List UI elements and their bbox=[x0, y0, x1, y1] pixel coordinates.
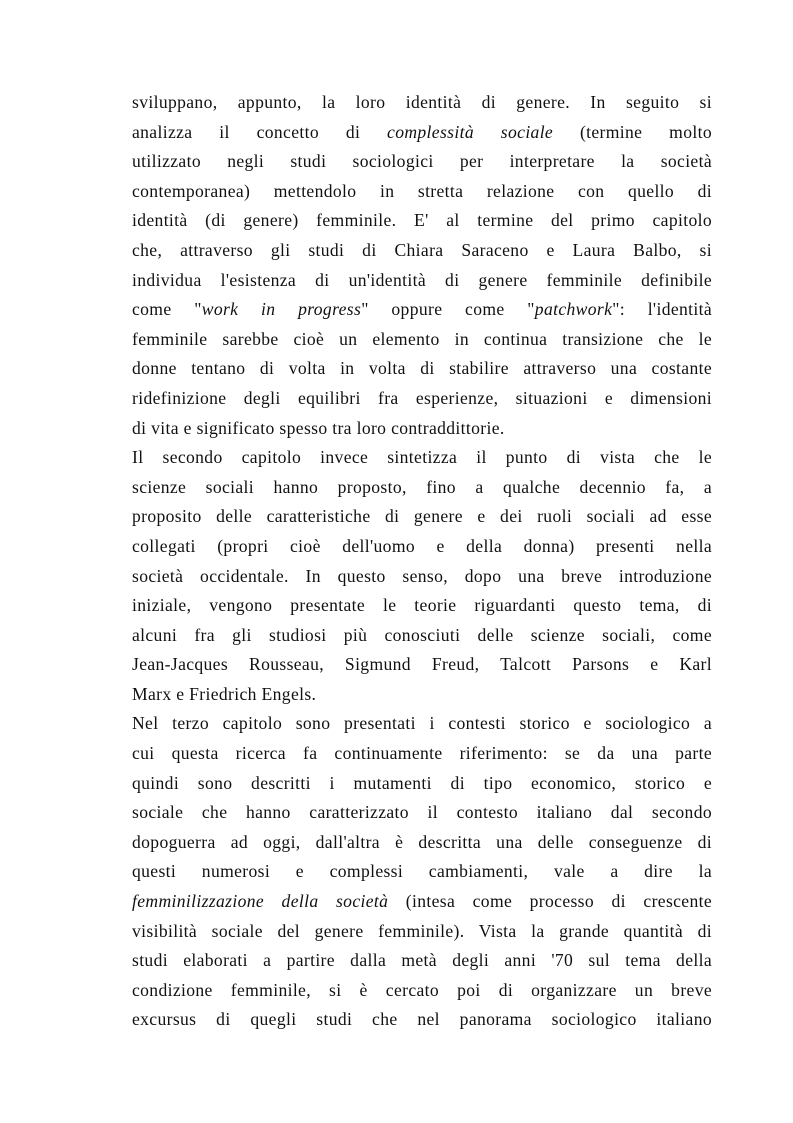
text-run: identità (di genere) femminile. E' al termine del primo capitolo bbox=[132, 210, 712, 231]
text-line bbox=[132, 887, 712, 917]
italic-term: work in progress bbox=[201, 299, 362, 320]
paragraph bbox=[132, 88, 712, 443]
text-line bbox=[132, 118, 712, 148]
text-line bbox=[132, 147, 712, 177]
text-run: collegati (propri cioè dell'uomo e della donna) presenti nella bbox=[132, 535, 712, 556]
text-line bbox=[132, 502, 712, 532]
text-line bbox=[132, 325, 712, 355]
italic-term: patchwork bbox=[534, 299, 613, 320]
text-line bbox=[132, 177, 712, 207]
text-line bbox=[132, 946, 712, 976]
text-line bbox=[132, 206, 712, 236]
text-line bbox=[132, 354, 712, 384]
paragraph bbox=[132, 709, 712, 1035]
text-run: contemporanea) mettendolo in stretta relazione con quello di bbox=[132, 180, 712, 201]
text-run: utilizzato negli studi sociologici per interpretare la società bbox=[132, 151, 712, 172]
text-line bbox=[132, 295, 712, 325]
text-run: " oppure come " bbox=[361, 299, 535, 320]
paragraph bbox=[132, 443, 712, 709]
text-line bbox=[132, 621, 712, 651]
text-line bbox=[132, 798, 712, 828]
text-run: società occidentale. In questo senso, dopo una breve introduzione bbox=[132, 565, 712, 586]
text-run: come " bbox=[132, 299, 202, 320]
text-run: questi numerosi e complessi cambiamenti, vale a dire la bbox=[132, 861, 712, 882]
text-line bbox=[132, 709, 712, 739]
text-line bbox=[132, 443, 712, 473]
text-line bbox=[132, 591, 712, 621]
text-run: excursus di quegli studi che nel panorama sociologico italiano bbox=[132, 1009, 712, 1030]
text-run: proposito delle caratteristiche di genere e dei ruoli sociali ad esse bbox=[132, 506, 712, 527]
italic-term: complessità sociale bbox=[387, 121, 554, 142]
text-run: alcuni fra gli studiosi più conosciuti delle scienze sociali, come bbox=[132, 624, 712, 645]
text-run: Il secondo capitolo invece sintetizza il punto di vista che le bbox=[132, 447, 712, 468]
text-line bbox=[132, 266, 712, 296]
text-run: di vita e significato spesso tra loro contraddittorie. bbox=[132, 417, 505, 438]
text-line bbox=[132, 562, 712, 592]
text-run: condizione femminile, si è cercato poi di organizzare un breve bbox=[132, 979, 712, 1000]
text-run: individua l'esistenza di un'identità di genere femminile definibile bbox=[132, 269, 712, 290]
text-run: (intesa come processo di crescente bbox=[388, 891, 713, 912]
text-run: Jean-Jacques Rousseau, Sigmund Freud, Talcott Parsons e Karl bbox=[132, 654, 712, 675]
text-line bbox=[132, 769, 712, 799]
text-run: cui questa ricerca fa continuamente riferimento: se da una parte bbox=[132, 743, 712, 764]
text-run: quindi sono descritti i mutamenti di tipo economico, storico e bbox=[132, 772, 712, 793]
text-run: scienze sociali hanno proposto, fino a qualche decennio fa, a bbox=[132, 476, 712, 497]
text-run: che, attraverso gli studi di Chiara Saraceno e Laura Balbo, si bbox=[132, 239, 712, 260]
text-run: femminile sarebbe cioè un elemento in continua transizione che le bbox=[132, 328, 712, 349]
text-line bbox=[132, 976, 712, 1006]
text-run: sociale che hanno caratterizzato il contesto italiano dal secondo bbox=[132, 802, 712, 823]
text-run: sviluppano, appunto, la loro identità di genere. In seguito si bbox=[132, 92, 712, 112]
text-line bbox=[132, 384, 712, 414]
text-line bbox=[132, 532, 712, 562]
text-run: dopoguerra ad oggi, dall'altra è descritta una delle conseguenze di bbox=[132, 831, 712, 852]
text-run: Marx e Friedrich Engels. bbox=[132, 683, 317, 704]
text-line bbox=[132, 828, 712, 858]
text-run: visibilità sociale del genere femminile). Vista la grande quantità di bbox=[132, 920, 712, 941]
text-line bbox=[132, 1005, 712, 1035]
text-line bbox=[132, 739, 712, 769]
italic-term: femminilizzazione della società bbox=[132, 891, 389, 912]
text-run: Nel terzo capitolo sono presentati i contesti storico e sociologico a bbox=[132, 713, 712, 734]
text-line bbox=[132, 650, 712, 680]
text-run: ridefinizione degli equilibri fra esperienze, situazioni e dimensioni bbox=[132, 387, 712, 408]
text-run: (termine molto bbox=[553, 121, 712, 142]
text-run: studi elaborati a partire dalla metà degli anni '70 sul tema della bbox=[132, 950, 712, 971]
text-line bbox=[132, 236, 712, 266]
text-line bbox=[132, 414, 712, 444]
text-run: analizza il concetto di bbox=[132, 121, 388, 142]
text-run: iniziale, vengono presentate le teorie riguardanti questo tema, di bbox=[132, 595, 712, 616]
text-run: donne tentano di volta in volta di stabilire attraverso una costante bbox=[132, 358, 712, 379]
text-line bbox=[132, 857, 712, 887]
text-line bbox=[132, 88, 712, 118]
text-line bbox=[132, 680, 712, 710]
text-run: ": l'identità bbox=[612, 299, 713, 320]
text-line bbox=[132, 917, 712, 947]
body-text bbox=[132, 88, 712, 1035]
text-line bbox=[132, 473, 712, 503]
